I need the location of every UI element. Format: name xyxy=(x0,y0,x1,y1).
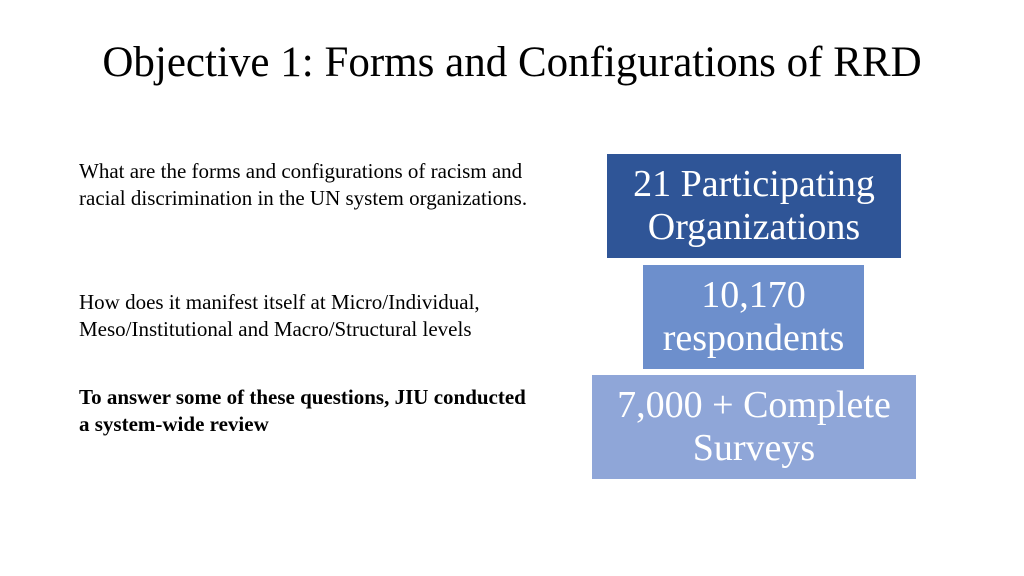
participating-organizations-label: 21 Participating Organizations xyxy=(633,163,875,248)
complete-surveys-box xyxy=(592,375,916,479)
jiu-review-statement: To answer some of these questions, JIU conducted a system-wide review xyxy=(79,385,526,436)
respondents-label: 10,170 respondents xyxy=(662,274,845,359)
slide-title: Objective 1: Forms and Configurations of RRD xyxy=(102,39,922,86)
question-manifestation-levels: How does it manifest itself at Micro/Individual, Meso/Institutional and Macro/Structural levels xyxy=(79,290,480,341)
participating-organizations-box xyxy=(607,154,901,258)
complete-surveys-label: 7,000 + Complete Surveys xyxy=(617,384,891,469)
question-forms-configurations: What are the forms and configurations of racism and racial discrimination in the UN system organizations. xyxy=(79,159,528,210)
respondents-box xyxy=(643,265,864,369)
